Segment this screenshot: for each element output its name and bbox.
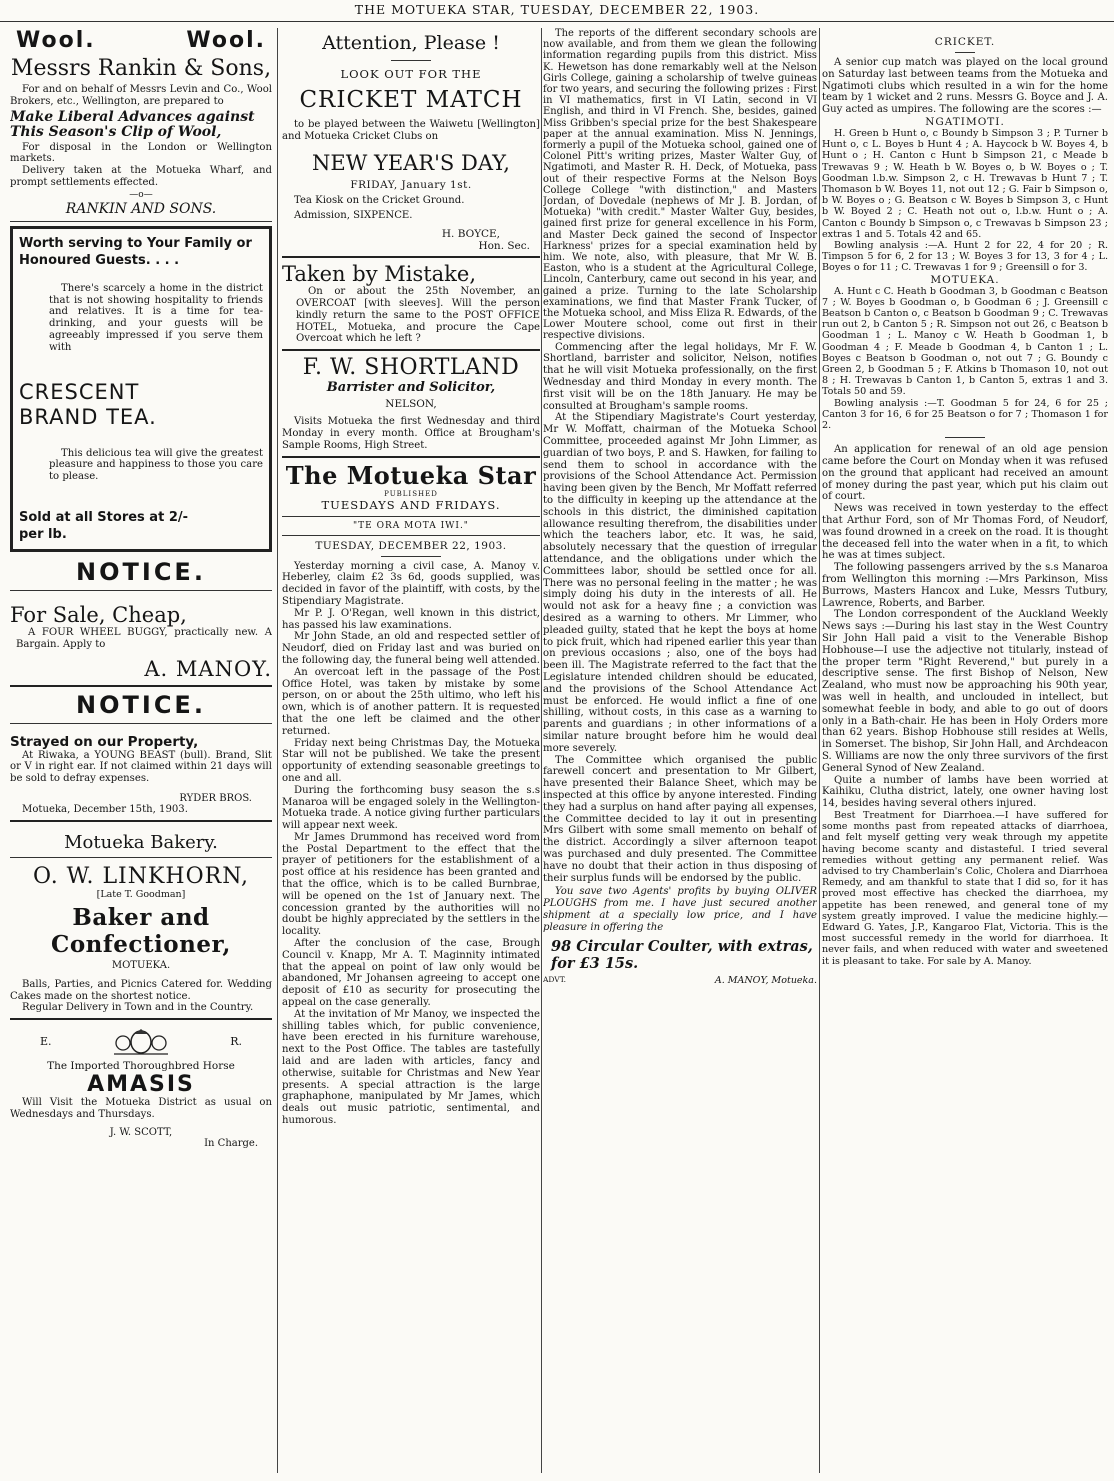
wool-left: Wool. <box>16 28 96 53</box>
horse-charge: In Charge. <box>204 1137 258 1149</box>
news-paragraph: Mr James Drummond has received word from the Postal Department to the effect that the prayer of petitioners for the establishment of a post office at his residence has been granted and that the office, which is to be called Burnbrae, will be opened on the 1st of January next. The concession granted by the authorities will no doubt be highly appreciated by the settlers in the locality. <box>282 831 540 938</box>
bakery-place: MOTUEKA. <box>111 959 171 971</box>
tues-fri-label: TUESDAYS AND FRIDAYS. <box>321 497 501 512</box>
news-paragraph: Yesterday morning a civil case, A. Manoy v. Heberley, claim £2 3s 6d, goods supplied, was decided in favor of the plaintiff, with costs, by the Stipendiary Magistrate. <box>282 560 540 607</box>
bakery-delivery: Regular Delivery in Town and in the Country. <box>22 1002 254 1014</box>
horse-body: Will Visit the Motueka District as usual on Wednesdays and Thursdays. <box>10 1097 272 1120</box>
plough-advert-text: You save two Agents' profits by buying OLIVER PLOUGHS from me. I have just secured another shipment at a specially low price, and I have pleasure in offering the <box>543 886 817 933</box>
column-rule <box>277 28 278 1473</box>
news-paragraph: At the Stipendiary Magistrate's Court yesterday, Mr W. Moffatt, chairman of the Motueka School Committee, proceeded against Mr John Limmer, as guardian of two boys, P. and S. Hawken, for failing to send them to school in accordance with the provisions of the School Attendance Act. Permission having been given by the Bench, Mr Moffatt referred to the difficulty in keeping up the attendance at the schools in this district, the diminished capitation allowance resulting therefrom, the disabilities under which the teachers labor, etc. It was, he said, absolutely necessary that the question of irregular attendance, and the obligations under which the Committees labor, should be settled once for all. There was no personal feeling in the matter ; he was simply doing his duty in the interests of all. He would not ask for a heavy fine ; a conviction was desired as a warning to others. Mr Limmer, who pleaded guilty, stated that he kept the boys at home to pick fruit, which had ripened earlier this year than on previous occasions ; also, one of the boys had been ill. The Magistrate referred to the fact that the Legislature intended children should be educated, and the provisions of the School Attendance Act must be enforced. He would inflict a fine of one shilling, without costs, in this case as a warning to parents and guardians ; in other informations of a similar nature brought before him he would deal more severely. <box>543 412 817 754</box>
rankin-sign: RANKIN AND SONS. <box>65 200 217 217</box>
tea-desc: This delicious tea will give the greatest pleasure and happiness to those you care to please. <box>49 447 263 483</box>
cricket-heading: CRICKET. <box>934 36 996 48</box>
shortland-body: Visits Motueka the first Wednesday and third Monday in every month. Office at Brougham's Sample Rooms, High Street. <box>282 416 540 451</box>
strayed-date: Motueka, December 15th, 1903. <box>22 803 188 815</box>
column-3 <box>543 28 817 1481</box>
horse-sign: J. W. SCOTT, <box>109 1126 173 1138</box>
bowling-analysis: Bowling analysis :—A. Hunt 2 for 22, 4 for 20 ; R. Timpson 5 for 6, 2 for 13 ; W. Boyes 3 for 13, 3 for 4 ; L. Boyes o for 11 ; C. Trewavas 1 for 9 ; Greensill o for 3. <box>822 240 1108 274</box>
news-paragraph: Quite a number of lambs have been worried at Kaihiku, Clutha district, lately, one owner having lost 14, besides having several others injured. <box>822 774 1108 810</box>
advert-label: ADVT. <box>543 974 566 984</box>
tea-advert <box>10 226 272 552</box>
coat-of-arms-icon <box>106 1026 176 1056</box>
notice-heading: NOTICE. <box>76 690 206 719</box>
cricket-match-title: CRICKET MATCH <box>299 87 523 113</box>
boyce-sign: H. BOYCE, <box>441 228 500 241</box>
column-1: Wool. Wool. Messrs Rankin & Sons, For and on behalf of Messrs Levin and Co., Wool Brokers, etc., Wellington, are prepared to Make Liberal Advances against This Season's Clip of Wool, For disposal in the London or Wellington markets. Delivery taken at the Motueka Wharf, and prompt settlements effected. —o— RANKIN AND SONS. Worth serving to Your Family or Honoured Guests. . . . There's scarcely a home in the district that is not showing hospitality to friends and relatives. It is a time for tea-drinking, and your guests will be agreeably impressed if you serve them with CRESCENT BRAND TEA. This delicious tea will give the greatest pleasure and happiness to those you care to please. Sold at all Stores at 2/- per lb. NOTICE. For Sale, Cheap, A FOUR WHEEL BUGGY, practically new. A Bargain. Apply to A. MANOY. NOTICE. Strayed on our Property, At Riwaka, a YOUNG BEAST (bull). Brand, Slit or V in right ear. If not claimed within 21 days will be sold to defray expenses. RYDER BROS. Motueka, December 15th, 1903. Motueka Bakery. O. W. LINKHORN, [Late T. Goodman] Baker and Confectioner, MOTUEKA. Balls, Parties, and Picnics Catered for. Wedding Cakes made on the shortest notice. Regular Delivery in Town and in the Country. E. R. The Imported Thoroughbred Horse AMASIS Will Visit the Motueka District as usual on Wednesdays and Thursdays. J. W. SCOTT, In Charge. <box>10 28 272 1149</box>
news-paragraph: A senior cup match was played on the local ground on Saturday last between teams from the Motueka and Ngatimoti clubs which resulted in a win for the home team by 1 wicket and 2 runs. Messrs G. Boyce and J. A. Guy acted as umpires. The following are the scores :— <box>822 57 1108 116</box>
paper-title: The Motueka Star <box>285 460 537 490</box>
published-label: PUBLISHED <box>384 489 438 498</box>
mistake-title: Taken by Mistake, <box>282 262 477 287</box>
new-year-title: NEW YEAR'S DAY, <box>312 150 510 175</box>
bakery-title: Motueka Bakery. <box>64 831 218 853</box>
plough-advert-offer: 98 Circular Coulter, with extras, for £3 15s. <box>551 937 813 972</box>
crest-left: E. <box>40 1034 52 1048</box>
score-list: A. Hunt c C. Heath b Goodman 3, b Goodman c Beatson 7 ; W. Boyes b Goodman o, b Goodman 6 ; J. Greensill c Beatson b Canton o, c Beatson b Goodman 9 ; C. Trewavas run out 2, b Canton 5 ; R. Simpson not out 26, c Beatson b Goodman 1 ; L. Manoy c W. Heath b Goodman 1, b Goodman 4 ; F. Meade b Goodman 4, b Canton 1 ; L. Boyes c Beatson b Goodman o, not out 7 ; G. Boundy c Green 2, b Goodman 5 ; F. Atkins b Thomason 10, not out 8 ; H. Trewavas b Canton 1, b Canton 5, extras 1 and 3. Totals 50 and 59. <box>822 285 1108 398</box>
boyce-title: Hon. Sec. <box>478 240 530 253</box>
news-paragraph: Mr John Stade, an old and respected settler of Neudorf, died on Friday last and was buried on the following day, the funeral being well attended. <box>282 631 540 666</box>
team-heading-motueka: MOTUEKA. <box>930 273 1000 286</box>
news-paragraph: The following passengers arrived by the s.s Manaroa from Wellington this morning :—Mrs Parkinson, Miss Burrows, Masters Hancox and Luke, Messrs Tutbury, Lawrence, Roberts, and Barber. <box>822 562 1108 609</box>
news-paragraph: Friday next being Christmas Day, the Motueka Star will not be published. We take the present opportunity of extending seasonable greetings to one and all. <box>282 737 540 784</box>
sale-title: For Sale, Cheap, <box>10 602 187 627</box>
news-paragraph: After the conclusion of the case, Brough Council v. Knapp, Mr A. T. Maginnity intimated that the appeal on point of law only would be abandoned, Mr Johansen agreeing to accept one deposit of £10 as security for prosecuting the appeal on the case generally. <box>282 938 540 1009</box>
strayed-body: At Riwaka, a YOUNG BEAST (bull). Brand, Slit or V in right ear. If not claimed within 21 days will be sold to defray expenses. <box>10 749 272 785</box>
bowling-analysis: Bowling analysis :—T. Goodman 5 for 24, 6 for 25 ; Canton 3 for 16, 6 for 25 Beatson o for 7 ; Thomason 1 for 2. <box>822 397 1108 432</box>
royal-crest <box>10 1026 272 1056</box>
bakery-body: Balls, Parties, and Picnics Catered for. Wedding Cakes made on the shortest notice. <box>10 978 272 1002</box>
rankin-advance: Make Liberal Advances against This Season's Clip of Wool, <box>10 108 255 140</box>
horse-intro: The Imported Thoroughbred Horse <box>47 1060 235 1073</box>
news-paragraph: At the invitation of Mr Manoy, we inspected the shilling tables which, for public convenience, have been erected in his furniture warehouse, next to the Post Office. The tables are tastefully laid and are laden with articles, fancy and otherwise, suitable for Christmas and New Year presents. A special attraction is the large graphaphone, manipulated by Mr James, which deals out music patriotic, sentimental, and humorous. <box>282 1008 540 1127</box>
shortland-place: NELSON, <box>385 398 437 411</box>
rankin-disposal: For disposal in the London or Wellington markets. <box>10 141 272 165</box>
sale-body: A FOUR WHEEL BUGGY, practically new. A Bargain. Apply to <box>16 626 272 650</box>
crest-right: R. <box>230 1034 242 1048</box>
tea-brand: CRESCENT BRAND TEA. <box>19 379 157 429</box>
motto: "TE ORA MOTA IWI." <box>353 520 469 531</box>
news-paragraph: The London correspondent of the Auckland Weekly News says :—During his last stay in the West Country Sir John Hall paid a visit to the Venerable Bishop Hobhouse—I use the adjective not titularly, instead of the proper term "Right Reverend," but purely in a descriptive sense. The first Bishop of Nelson, New Zealand, who must now be approaching his 90th year, was well in health, and unclouded in intellect, but somewhat feeble in body, and able to go out of doors only in a Bath-chair. He has been in Holy Orders more than 62 years. Bishop Hobhouse still resides at Wells, in Somerset. The bishop, Sir John Hall, and Archdeacon S. Williams are now the only three survivors of the first General Synod of New Zealand. <box>822 609 1108 774</box>
rankin-title: Messrs Rankin & Sons, <box>10 56 272 81</box>
strayed-title: Strayed on our Property, <box>10 733 199 750</box>
news-paragraph: News was received in town yesterday to the effect that Arthur Ford, son of Mr Thomas Ford, of Neudorf, was found drowned in a creek on the road. It is thought the deceased fell into the water when in a fit, to which he was at times subject. <box>822 503 1108 562</box>
news-paragraph: An application for renewal of an old age pension came before the Court on Monday when it was refused on the ground that applicant had received an amount of money during the past year, which put his claim out of court. <box>822 444 1108 503</box>
wool-right: Wool. <box>186 28 266 53</box>
lookout-line: LOOK OUT FOR THE <box>340 67 482 81</box>
tea-heading: Worth serving to Your Family or Honoured Guests. . . . <box>19 235 252 268</box>
bakery-name: O. W. LINKHORN, <box>32 863 250 889</box>
admission-line: Admission, SIXPENCE. <box>294 210 413 222</box>
attention-title: Attention, Please ! <box>322 32 500 54</box>
column-4 <box>822 28 1108 1481</box>
news-paragraph: Mr P. J. O'Regan, well known in this district, has passed his law examinations. <box>282 607 540 631</box>
rankin-body: For and on behalf of Messrs Levin and Co., Wool Brokers, etc., Wellington, are prepared to <box>10 84 272 107</box>
bakery-late: [Late T. Goodman] <box>96 888 186 900</box>
friday-line: FRIDAY, January 1st. <box>350 178 472 191</box>
rankin-delivery: Delivery taken at the Motueka Wharf, and prompt settlements effected. <box>10 165 272 188</box>
news-paragraph: The Committee which organised the public farewell concert and presentation to Mr Gilbert, have presented their Balance Sheet, which may be inspected at this office by anyone interested. Finding they had a surplus on hand after paying all expenses, the Committee decided to lay it out in presenting Mrs Gilbert with some small memento on behalf of the district. Accordingly a silver afternoon teapot was purchased and duly presented. The Committee have no doubt that their action in thus disposing of their surplus funds will be endorsed by the public. <box>543 754 817 884</box>
score-list: H. Green b Hunt o, c Boundy b Simpson 3 ; P. Turner b Hunt o, c L. Boyes b Hunt 4 ; A. Haycock b W. Boyes 4, b Hunt o ; H. Canton c Hunt b Simpson 21, c Meade b Trewavas 9 ; W. Heath b W. Boyes o, b W. Boyes o ; T. Goodman l.b.w. Simpson 2, c H. Trewavas b Hunt 7 ; T. Thomason b W. Boyes 11, not out 12 ; G. Fair b Simpson o, b W. Boyes o ; G. Beatson c W. Boyes b Simpson 3, c Hunt b W. Boyed 2 ; C. Heath not out o, l.b.w. Hunt o ; A. Canton c Boundy b Simpson o, c Trewavas b Simpson 23 ; extras 1 and 5. Totals 42 and 65. <box>822 127 1108 240</box>
tea-body: There's scarcely a home in the district that is not showing hospitality to friends and relatives. It is a time for tea-drinking, and your guests will be agreeably impressed if you serve them with <box>49 282 263 353</box>
team-heading-ngatimoti: NGATIMOTI. <box>925 115 1005 128</box>
date-line: TUESDAY, DECEMBER 22, 1903. <box>315 539 507 552</box>
news-paragraph: Commencing after the legal holidays, Mr F. W. Shortland, barrister and solicitor, Nelson, notifies that he will visit Motueka professionally, on the first Wednesday and third Monday in every month. The first visit will be on the 18th January. He may be consulted at Brougham's sample rooms. <box>543 341 817 412</box>
plough-advert-sign: A. MANOY, Motueka. <box>714 974 817 986</box>
wool-heading <box>10 28 272 53</box>
column-rule <box>541 28 542 1473</box>
notice-heading: NOTICE. <box>76 557 206 586</box>
match-body: to be played between the Waiwetu [Wellington] and Motueka Cricket Clubs on <box>282 119 540 142</box>
news-paragraph: During the forthcoming busy season the s.s Manaroa will be engaged solely in the Wellington-Motueka trade. A notice giving further particulars will appear next week. <box>282 784 540 832</box>
bakery-trade: Baker and Confectioner, <box>51 903 231 958</box>
news-paragraph: The reports of the different secondary schools are now available, and from them we glean the following information regarding pupils from this district. Miss K. Hewetson has done remarkably well at the Nelson Girls College, gaining a scholarship of twelve guineas for two years, and securing the following prizes : First in VI mathematics, first in VI Latin, second in VI English, and third in VI French. She, besides, gained Miss Gribben's special prize for the best Shakespeare paper at the annual examination. Miss N. Jennings, formerly a pupil of the Motueka school, gained one of Colonel Pitt's writing prizes, Master Walter Guy, of Ngatimoti, and Master R. H. Deck, of Motueka, pass out of their respective Forms at the Nelson Boys College College "with distinction," and Masters Jordan, of Dovedale (nephews of Mr J. B. Jordan, of Motueka) "with credit." Master Walter Guy, besides, gained first prize for general excellence in his Form, and Master Deck gained the second of Inspector Harkness' prizes for a special examination held by him. We note, also, with pleasure, that Mr W. B. Easton, who is a student at the Agricultural College, Lincoln, Canterbury, came out second in his year, and gained a prize. Turning to the late Scholarship examinations, we find that Master Frank Tucker, of the Motueka school, and Miss Eliza R. Edwards, of the Lower Moutere school, come out first in their respective divisions. <box>543 28 817 342</box>
horse-name: AMASIS <box>87 1072 195 1098</box>
sale-name: A. MANOY. <box>144 656 272 681</box>
strayed-sign: RYDER BROS. <box>179 792 252 804</box>
news-paragraph: An overcoat left in the passage of the Post Office Hotel, was taken by mistake by some person, on or about the 25th ultimo, who left his own, which is of another pattern. It is requested that the one left be claimed and the other returned. <box>282 666 540 737</box>
remedy-advert: Best Treatment for Diarrhoea.—I have suffered for some months past from repeated attacks of diarrhoea, and felt myself getting very weak through my appetite having become scanty and distasteful. I tried several remedies without getting any permanent relief. Was advised to try Chamberlain's Colic, Cholera and Diarrhoea Remedy, and am thankful to state that I did so, for it has proved most effective has checked the diarrhoea, my appetite has been renewed, and general tone of my system greatly improved. I value the medicine highly.—Edward G. Yates, J.P., Kangaroo Flat, Victoria. This is the most successful remedy in the world for diarrhoea. It never fails, and when reduced with water and sweetened it is pleasant to take. For sale by A. Manoy. <box>822 809 1108 967</box>
column-rule <box>819 28 820 1473</box>
shortland-sub: Barrister and Solicitor, <box>326 380 496 396</box>
mistake-body: On or about the 25th November, an OVERCOAT [with sleeves]. Will the person kindly return the same to the POST OFFICE HOTEL, Motueka, and procure the Cape Overcoat which he left ? <box>296 286 540 345</box>
tea-price: Sold at all Stores at 2/- per lb. <box>19 509 189 542</box>
column-2 <box>282 28 540 1481</box>
shortland-title: F. W. SHORTLAND <box>302 355 520 381</box>
masthead: THE MOTUEKA STAR, TUESDAY, DECEMBER 22, 1903. <box>0 0 1114 22</box>
kiosk-line: Tea Kiosk on the Cricket Ground. <box>294 194 465 206</box>
